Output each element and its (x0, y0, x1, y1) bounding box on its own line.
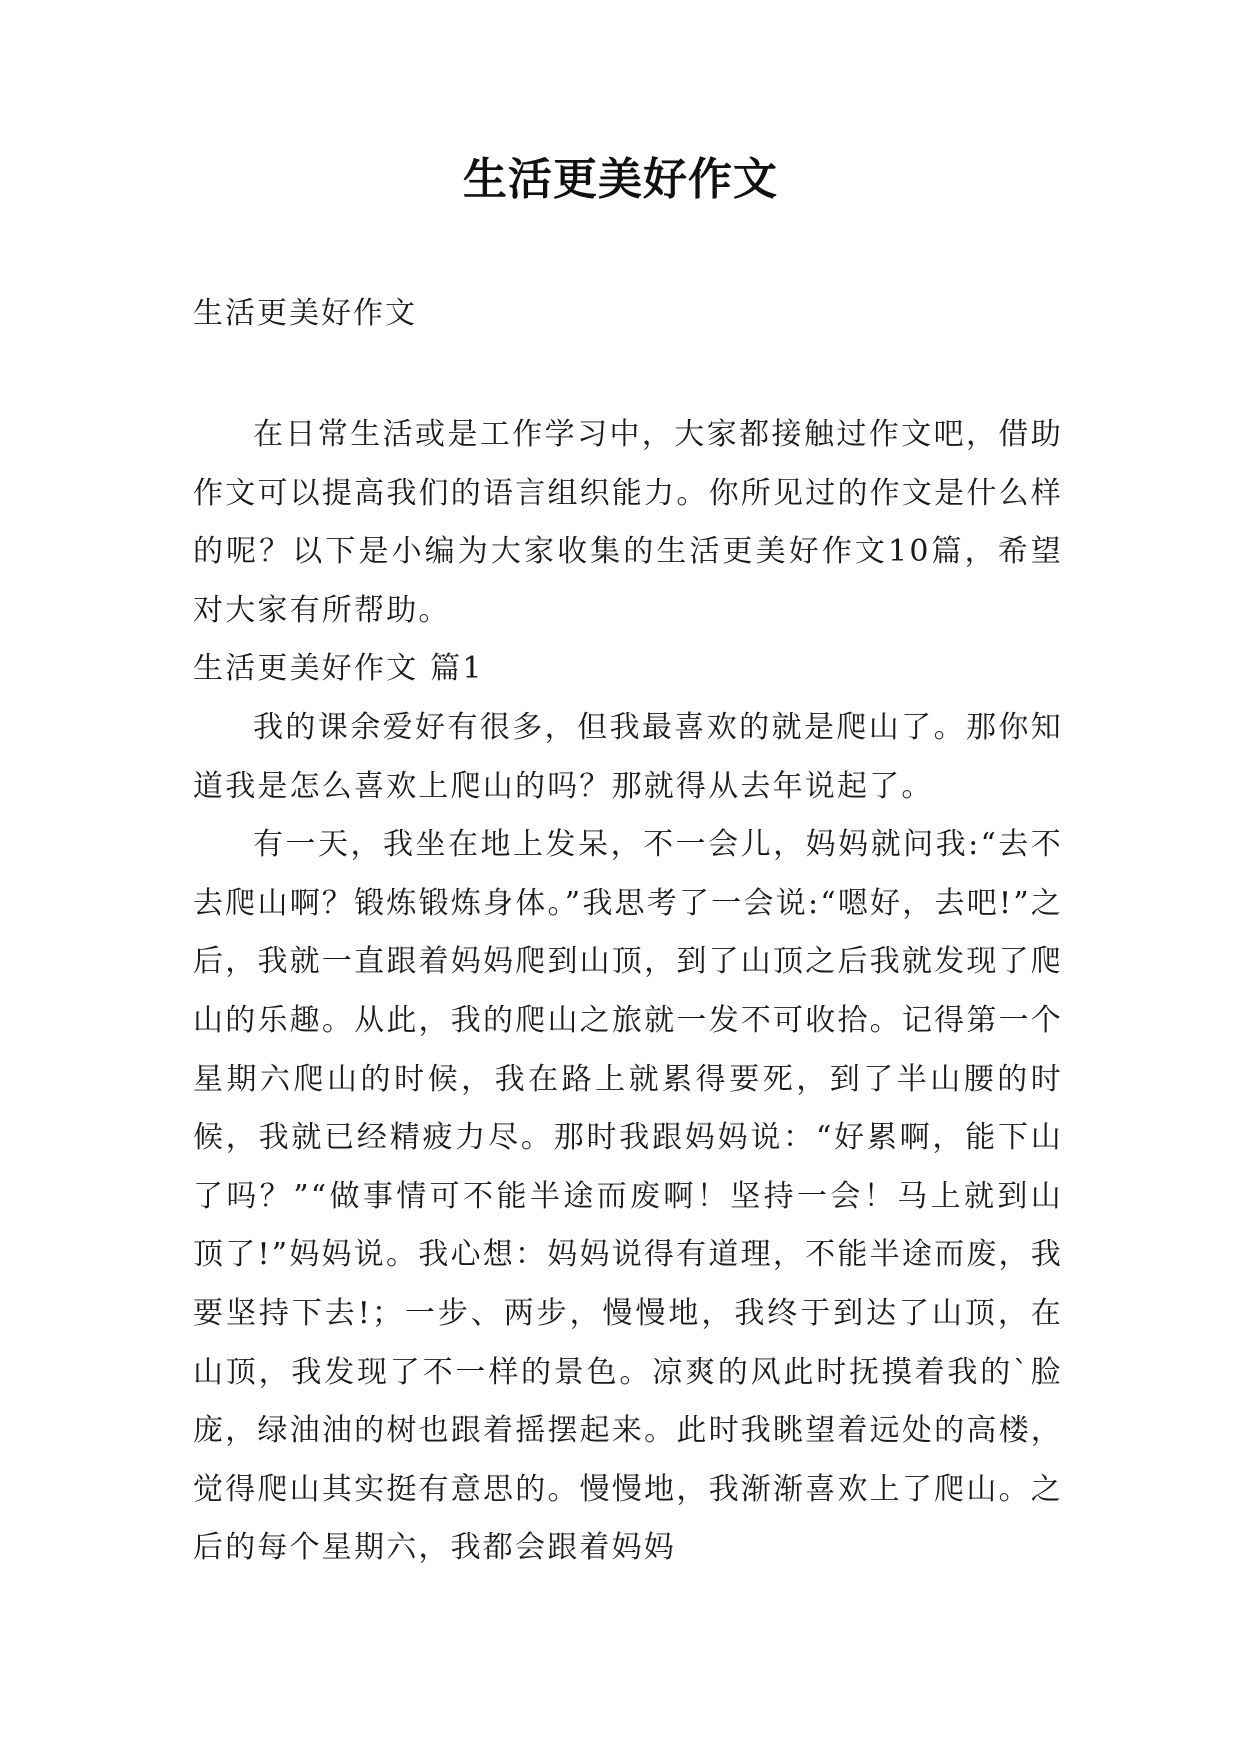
body-paragraph: 我的课余爱好有很多，但我最喜欢的就是爬山了。那你知道我是怎么喜欢上爬山的吗？那就得从去年说起了。 (193, 709, 1063, 804)
section-heading: 生活更美好作文 篇1 (193, 651, 484, 687)
document-subtitle: 生活更美好作文 (193, 296, 417, 331)
intro-paragraph: 在日常生活或是工作学习中，大家都接触过作文吧，借助作文可以提高我们的语言组织能力。你所见过的作文是什么样的呢？以下是小编为大家收集的生活更美好作文10篇，希望对大家有所帮助。 (193, 417, 1063, 628)
document-body (193, 406, 1063, 1578)
document-title: 生活更美好作文 (463, 154, 778, 205)
body-paragraph: 有一天，我坐在地上发呆，不一会儿，妈妈就问我:“去不去爬山啊？锻炼锻炼身体。”我思考了一会说:“嗯好，去吧!”之后，我就一直跟着妈妈爬到山顶，到了山顶之后我就发现了爬山的乐趣。从此，我的爬山之旅就一发不可收拾。记得第一个星期六爬山的时候，我在路上就累得要死，到了半山腰的时候，我就已经精疲力尽。那时我跟妈妈说：“好累啊，能下山了吗？”“做事情可不能半途而废啊！坚持一会！马上就到山顶了!”妈妈说。我心想：妈妈说得有道理，不能半途而废，我要坚持下去!；一步、两步，慢慢地，我终于到达了山顶，在山顶，我发现了不一样的景色。凉爽的风此时抚摸着我的`脸庞，绿油油的树也跟着摇摆起来。此时我眺望着远处的高楼，觉得爬山其实挺有意思的。慢慢地，我渐渐喜欢上了爬山。之后的每个星期六，我都会跟着妈妈 (193, 827, 1063, 1566)
